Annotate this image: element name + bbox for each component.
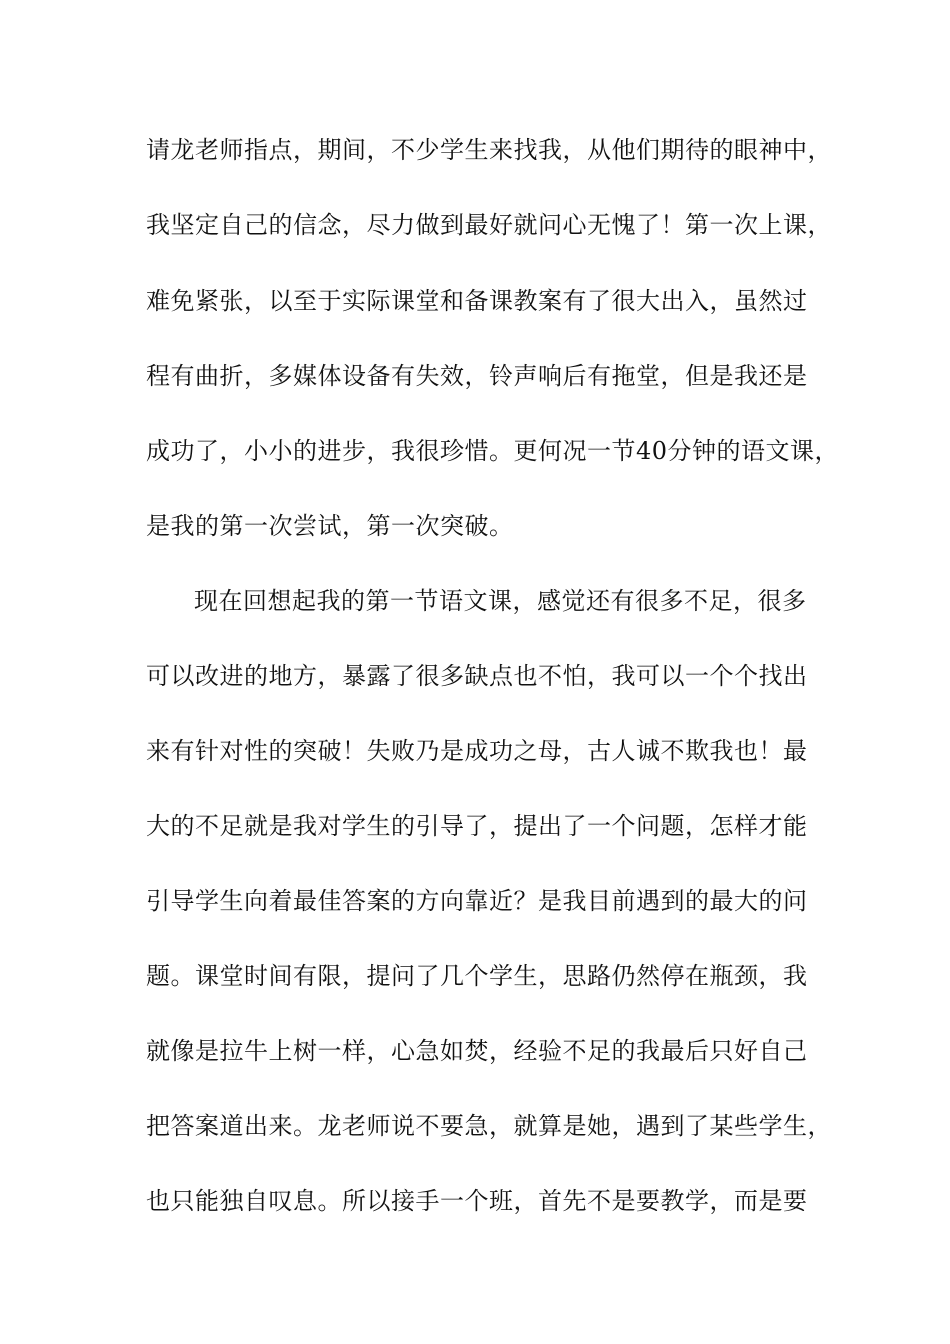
text-line: 难免紧张，以至于实际课堂和备课教案有了很大出入，虽然过 — [146, 287, 808, 315]
text-line: 可以改进的地方，暴露了很多缺点也不怕，我可以一个个找出 — [146, 662, 808, 690]
text-line: 大的不足就是我对学生的引导了，提出了一个问题，怎样才能 — [146, 812, 808, 840]
paragraph-first-line: 现在回想起我的第一节语文课，感觉还有很多不足，很多 — [194, 587, 807, 615]
text-line: 我坚定自己的信念，尽力做到最好就问心无愧了！第一次上课， — [146, 211, 832, 239]
text-line: 题。课堂时间有限，提问了几个学生，思路仍然停在瓶颈，我 — [146, 962, 808, 990]
text-line: 引导学生向着最佳答案的方向靠近？是我目前遇到的最大的问 — [146, 887, 808, 915]
text-line: 程有曲折，多媒体设备有失效，铃声响后有拖堂，但是我还是 — [146, 362, 808, 390]
text-line: 就像是拉牛上树一样，心急如焚，经验不足的我最后只好自己 — [146, 1037, 808, 1065]
text-line: 也只能独自叹息。所以接手一个班，首先不是要教学，而是要 — [146, 1187, 808, 1215]
text-line: 来有针对性的突破！失败乃是成功之母，古人诚不欺我也！最 — [146, 737, 808, 765]
text-line: 成功了，小小的进步，我很珍惜。更何况一节40分钟的语文课， — [146, 437, 840, 465]
text-line: 把答案道出来。龙老师说不要急，就算是她，遇到了某些学生， — [146, 1112, 832, 1140]
text-line: 是我的第一次尝试，第一次突破。 — [146, 512, 514, 540]
text-line: 请龙老师指点，期间，不少学生来找我，从他们期待的眼神中， — [146, 136, 832, 164]
